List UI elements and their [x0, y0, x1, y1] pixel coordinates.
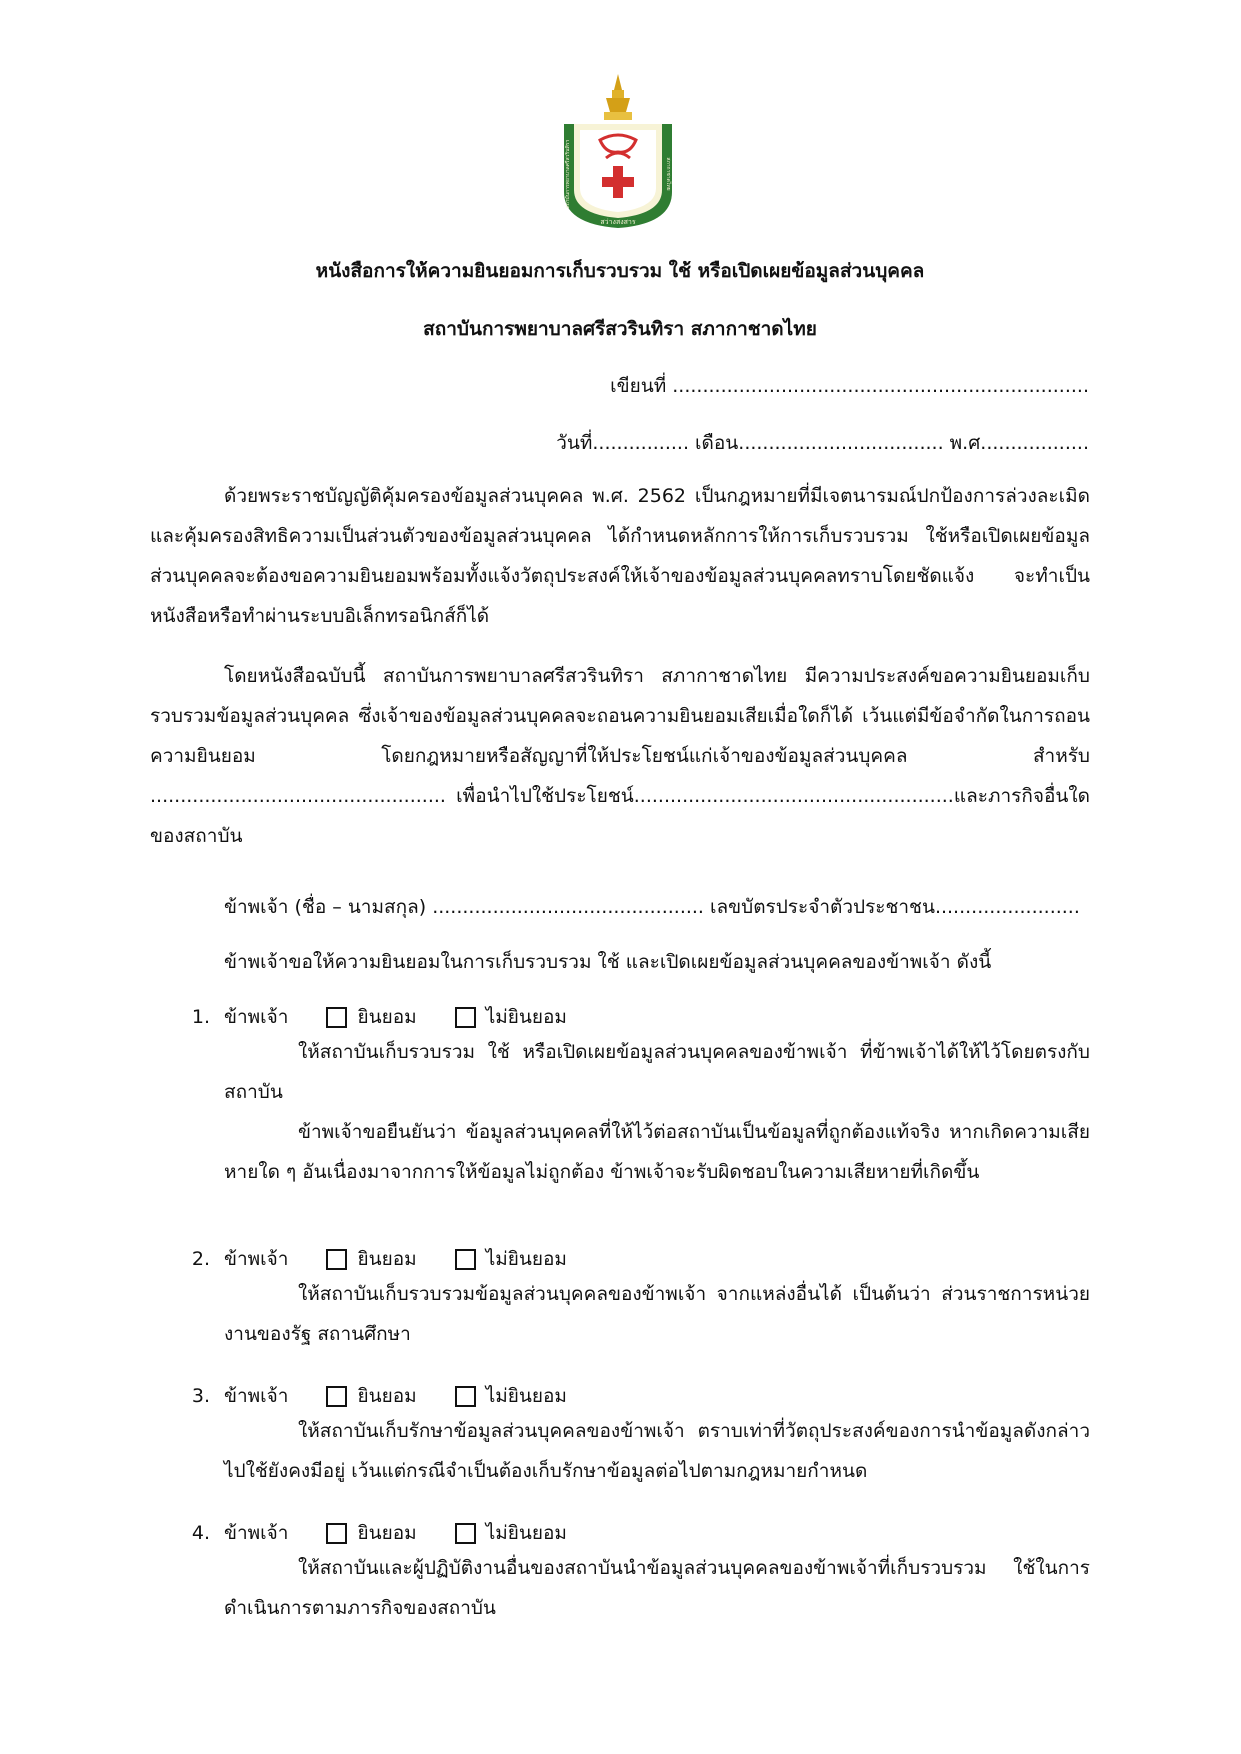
- consent-item-3-body: [224, 1411, 1090, 1491]
- agree-checkbox[interactable]: [326, 1523, 347, 1544]
- disagree-option[interactable]: [455, 1518, 567, 1548]
- item-text: ให้สถาบันและผู้ปฏิบัติงานอื่นของสถาบันนำข้อมูลส่วนบุคคลของข้าพเจ้าที่เก็บรวบรวม ใช้ในการดำเนินการตามภารกิจของสถาบัน: [224, 1557, 1090, 1619]
- institution-logo: [560, 74, 676, 230]
- consent-item-1-body: [224, 1032, 1090, 1192]
- consent-item-4-body: [224, 1548, 1090, 1628]
- consent-intro: ข้าพเจ้าขอให้ความยินยอมในการเก็บรวบรวม ใช้ และเปิดเผยข้อมูลส่วนบุคคลของข้าพเจ้า ดังนี้: [224, 951, 992, 973]
- agree-option[interactable]: [326, 1244, 416, 1274]
- disagree-option[interactable]: [455, 1244, 567, 1274]
- consent-item-2-header: [172, 1244, 567, 1274]
- agree-label: ยินยอม: [357, 1248, 417, 1270]
- disagree-option[interactable]: [455, 1381, 567, 1411]
- disagree-option[interactable]: [455, 1002, 567, 1032]
- disagree-label: ไม่ยินยอม: [485, 1006, 567, 1028]
- item-number: 1.: [191, 1006, 210, 1028]
- item-number: 3.: [191, 1385, 210, 1407]
- intro-paragraph: ด้วยพระราชบัญญัติคุ้มครองข้อมูลส่วนบุคคล พ.ศ. 2562 เป็นกฎหมายที่มีเจตนารมณ์ปกป้องการล่วงละเมิดและคุ้มครองสิทธิความเป็นส่วนตัวของข้อมูลส่วนบุคคล ได้กำหนดหลักการให้การเก็บรวบรวม ใช้หรือเปิดเผยข้อมูลส่วนบุคคลจะต้องขอความยินยอมพร้อมทั้งแจ้งวัตถุประสงค์ให้เจ้าของข้อมูลส่วนบุคคลทราบโดยชัดแจ้ง จะทำเป็นหนังสือหรือทำผ่านระบบอิเล็กทรอนิกส์ก็ได้: [150, 485, 1090, 627]
- agree-option[interactable]: [326, 1002, 416, 1032]
- disagree-checkbox[interactable]: [455, 1249, 476, 1270]
- item-number: 2.: [191, 1248, 210, 1270]
- agree-label: ยินยอม: [357, 1522, 417, 1544]
- item-subject: ข้าพเจ้า: [224, 1385, 289, 1407]
- item-text: ให้สถาบันเก็บรวบรวม ใช้ หรือเปิดเผยข้อมูลส่วนบุคคลของข้าพเจ้า ที่ข้าพเจ้าได้ให้ไว้โดยตรงกับสถาบัน: [224, 1041, 1090, 1103]
- consent-item-3-header: [172, 1381, 567, 1411]
- agree-label: ยินยอม: [357, 1385, 417, 1407]
- disagree-label: ไม่ยินยอม: [485, 1248, 567, 1270]
- consent-item-4-header: [172, 1518, 567, 1548]
- item-number: 4.: [191, 1522, 210, 1544]
- item-text: ข้าพเจ้าขอยืนยันว่า ข้อมูลส่วนบุคคลที่ให้ไว้ต่อสถาบันเป็นข้อมูลที่ถูกต้องแท้จริง หากเกิดความเสียหายใด ๆ อันเนื่องมาจากการให้ข้อมูลไม่ถูกต้อง ข้าพเจ้าจะรับผิดชอบในความเสียหายที่เกิดขึ้น: [224, 1121, 1090, 1183]
- item-text: ให้สถาบันเก็บรวบรวมข้อมูลส่วนบุคคลของข้าพเจ้า จากแหล่งอื่นได้ เป็นต้นว่า ส่วนราชการหน่วยงานของรัฐ สถานศึกษา: [224, 1283, 1090, 1345]
- disagree-checkbox[interactable]: [455, 1007, 476, 1028]
- item-subject: ข้าพเจ้า: [224, 1522, 289, 1544]
- logo-text-bottom: สว่างสงสาร: [600, 218, 636, 226]
- institution-name: สถาบันการพยาบาลศรีสวรินทิรา สภากาชาดไทย: [423, 318, 817, 340]
- date-field[interactable]: วันที่................ เดือน.................................. พ.ศ..................: [556, 432, 1089, 454]
- agree-checkbox[interactable]: [326, 1386, 347, 1407]
- disagree-label: ไม่ยินยอม: [485, 1385, 567, 1407]
- purpose-paragraph: โดยหนังสือฉบับนี้ สถาบันการพยาบาลศรีสวรินทิรา สภากาชาดไทย มีความประสงค์ขอความยินยอมเก็บรวบรวมข้อมูลส่วนบุคคล ซึ่งเจ้าของข้อมูลส่วนบุคคลจะถอนความยินยอมเสียเมื่อใดก็ได้ เว้นแต่มีข้อจำกัดในการถอนความยินยอม โดยกฎหมายหรือสัญญาที่ให้ประโยชน์แก่เจ้าของข้อมูลส่วนบุคคล สำหรับ ................................................. เพื่อนำไปใช้ประโยชน์.....................................................และภารกิจอื่นใดของสถาบัน: [150, 665, 1090, 847]
- item-subject: ข้าพเจ้า: [224, 1248, 289, 1270]
- item-subject: ข้าพเจ้า: [224, 1006, 289, 1028]
- document-title: หนังสือการให้ความยินยอมการเก็บรวบรวม ใช้ หรือเปิดเผยข้อมูลส่วนบุคคล: [315, 260, 925, 282]
- consent-item-1-header: [172, 1002, 567, 1032]
- disagree-checkbox[interactable]: [455, 1523, 476, 1544]
- consent-item-2-body: [224, 1274, 1090, 1354]
- declarant-line[interactable]: ข้าพเจ้า (ชื่อ – นามสกุล) ............................................. เลขบัตรประจำตัวประชาชน........................: [224, 896, 1080, 918]
- disagree-checkbox[interactable]: [455, 1386, 476, 1407]
- logo-text-right: สภากาชาดไทย: [665, 157, 671, 191]
- item-text: ให้สถาบันเก็บรักษาข้อมูลส่วนบุคคลของข้าพเจ้า ตราบเท่าที่วัตถุประสงค์ของการนำข้อมูลดังกล่าวไปใช้ยังคงมีอยู่ เว้นแต่กรณีจำเป็นต้องเก็บรักษาข้อมูลต่อไปตามกฎหมายกำหนด: [224, 1420, 1090, 1482]
- disagree-label: ไม่ยินยอม: [485, 1522, 567, 1544]
- agree-option[interactable]: [326, 1381, 416, 1411]
- agree-checkbox[interactable]: [326, 1007, 347, 1028]
- agree-option[interactable]: [326, 1518, 416, 1548]
- logo-text-left: สถาบันการพยาบาลศรีสวรินทิรา: [565, 139, 571, 209]
- agree-checkbox[interactable]: [326, 1249, 347, 1270]
- written-at-field[interactable]: เขียนที่ .....................................................................: [610, 375, 1089, 397]
- agree-label: ยินยอม: [357, 1006, 417, 1028]
